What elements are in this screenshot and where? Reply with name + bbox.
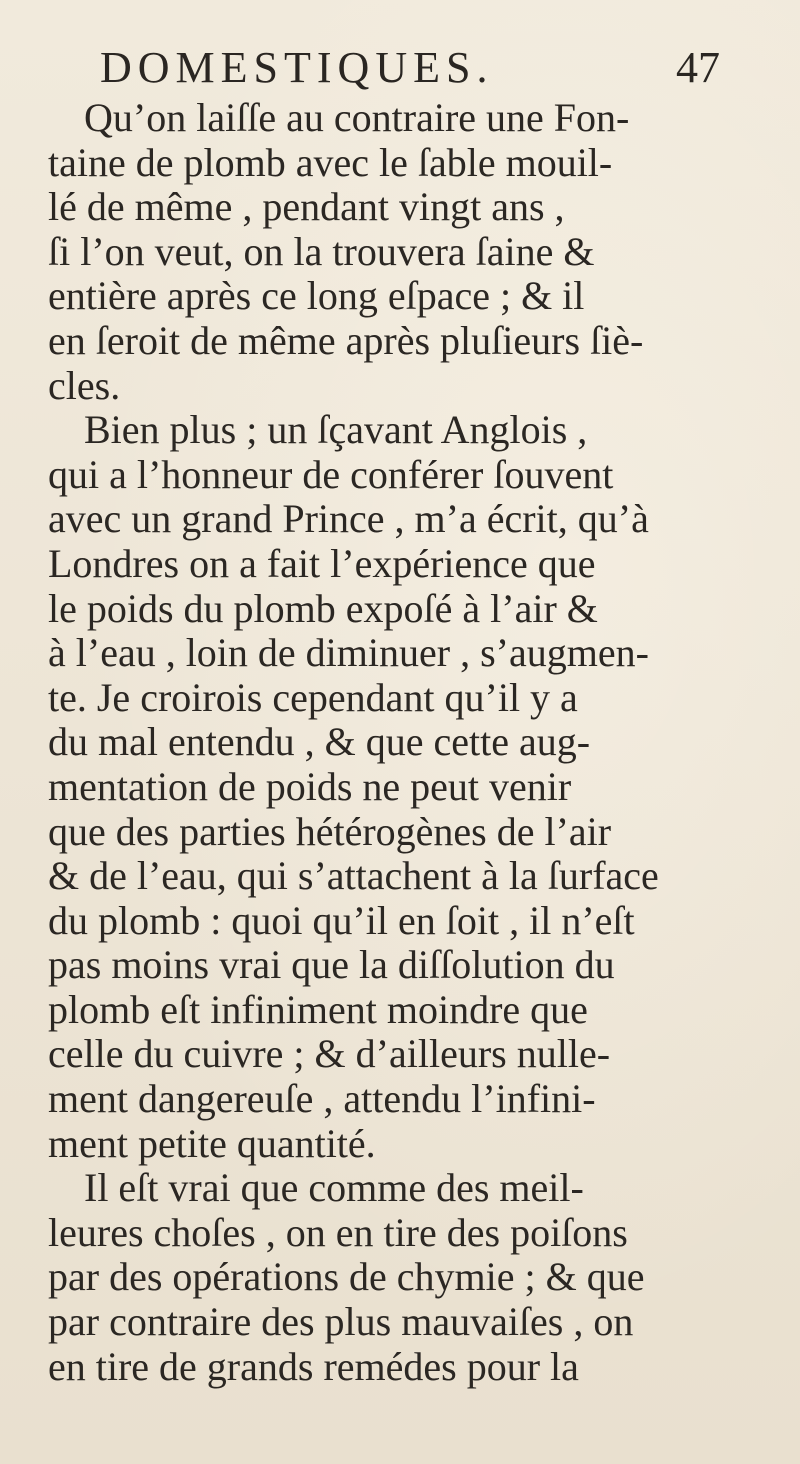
paragraph-3 — [48, 1166, 748, 1389]
text-line: en tire de grands remédes pour la — [48, 1343, 579, 1389]
text-line: pas moins vrai que la diſſolution du — [48, 942, 615, 988]
text-line: te. Je croirois cependant qu’il y a — [48, 674, 578, 720]
text-line: avec un grand Prince , m’a écrit, qu’à — [48, 496, 649, 542]
text-line: lé de même , pendant vingt ans , — [48, 184, 565, 230]
text-line: ment dangereuſe , attendu l’infini- — [48, 1076, 596, 1122]
text-line: cles. — [48, 362, 121, 408]
running-head: DOMESTIQUES. — [100, 43, 494, 92]
text-line: par des opérations de chymie ; & que — [48, 1254, 645, 1300]
text-line: celle du cuivre ; & d’ailleurs nulle- — [48, 1031, 611, 1077]
text-line: par contraire des plus mauvaiſes , on — [48, 1299, 634, 1345]
paragraph-1 — [48, 96, 748, 408]
text-line: le poids du plomb expoſé à l’air & — [48, 585, 598, 631]
text-line: Qu’on laiſſe au contraire une Fon- — [84, 95, 630, 140]
text-line: du mal entendu , & que cette aug- — [48, 719, 591, 765]
page-header — [100, 42, 720, 94]
text-line: Londres on a fait l’expérience que — [48, 540, 596, 586]
text-line: Bien plus ; un ſçavant Anglois , — [84, 407, 588, 453]
text-line: plomb eſt infiniment moindre que — [48, 986, 588, 1032]
text-line: mentation de poids ne peut venir — [48, 763, 572, 809]
text-line: entière après ce long eſpace ; & il — [48, 273, 585, 319]
text-line: en ſeroit de même après pluſieurs ſiè- — [48, 317, 644, 363]
text-line: Il eſt vrai que comme des meil- — [84, 1165, 584, 1211]
text-line: du plomb : quoi qu’il en ſoit , il n’eſt — [48, 897, 635, 943]
text-line: à l’eau , loin de diminuer , s’augmen- — [48, 630, 649, 676]
text-line: & de l’eau, qui s’attachent à la ſurface — [48, 853, 659, 899]
text-line: taine de plomb avec le ſable mouil- — [48, 139, 613, 185]
paragraph-2 — [48, 408, 748, 1166]
text-line: leures choſes , on en tire des poiſons — [48, 1209, 628, 1255]
page-number: 47 — [676, 43, 720, 92]
text-line: ment petite quantité. — [48, 1120, 376, 1166]
text-line: ſi l’on veut, on la trouvera ſaine & — [48, 228, 595, 274]
text-line: qui a l’honneur de conférer ſouvent — [48, 451, 614, 497]
text-line: que des parties hétérogènes de l’air — [48, 808, 612, 854]
body-text — [48, 96, 748, 1389]
